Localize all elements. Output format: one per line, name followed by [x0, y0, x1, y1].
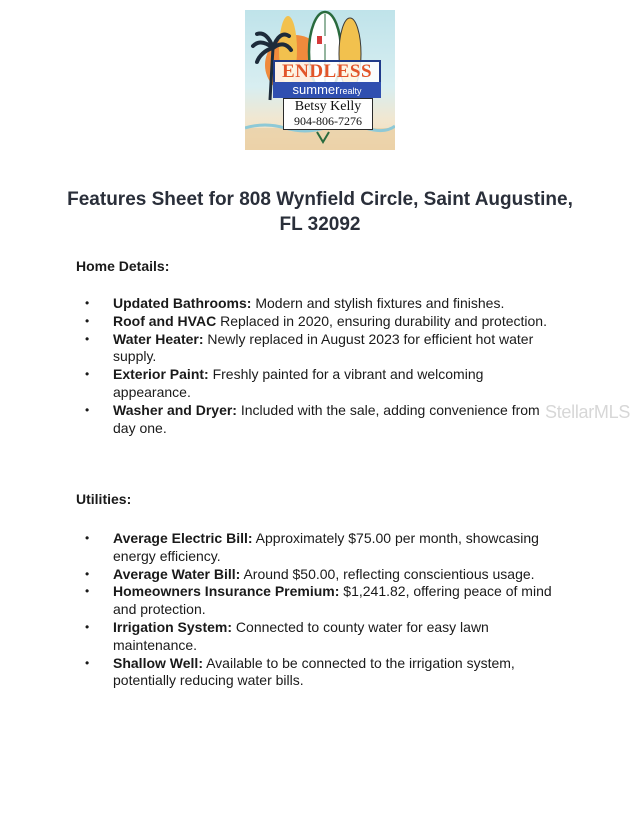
company-logo: [245, 10, 395, 150]
bullet-icon: •: [85, 402, 90, 417]
item-label: Updated Bathrooms:: [113, 295, 252, 311]
item-text: Approximately $75.00 per month, showcasing energy efficiency.: [113, 530, 539, 564]
page-title: Features Sheet for 808 Wynfield Circle, Saint Augustine, FL 32092: [67, 189, 573, 235]
item-label: Average Water Bill:: [113, 565, 241, 582]
list-item: [85, 619, 565, 655]
utilities-list: [85, 530, 565, 690]
item-label: Exterior Paint:: [113, 366, 209, 383]
item-text: Connected to county water for easy lawn maintenance.: [113, 618, 489, 653]
utilities-heading: Utilities:: [76, 491, 132, 507]
home-details-heading: Home Details:: [76, 258, 170, 274]
list-item: [85, 313, 565, 331]
item-label: Water Heater:: [113, 330, 204, 347]
bullet-icon: •: [85, 313, 90, 328]
list-item: [85, 655, 565, 691]
bullet-icon: •: [85, 331, 90, 346]
bullet-icon: •: [85, 367, 90, 382]
logo-brand-sub: summerrealty: [273, 82, 381, 98]
list-item: [85, 566, 565, 584]
item-text: Included with the sale, adding convenience from day one.: [113, 401, 540, 436]
bullet-icon: •: [85, 566, 90, 581]
list-item: [85, 366, 565, 402]
item-label: Roof and HVAC: [113, 312, 217, 329]
list-item: [85, 295, 565, 313]
item-label: Homeowners Insurance Premium:: [113, 583, 340, 600]
logo-agent-box: [283, 98, 373, 130]
list-item: [85, 402, 565, 438]
watermark: StellarMLS: [545, 402, 631, 422]
list-item: [85, 331, 565, 367]
item-label: Irrigation System:: [113, 618, 233, 635]
item-label: Washer and Dryer:: [113, 401, 237, 418]
item-label: Shallow Well:: [113, 654, 203, 671]
item-text: Newly replaced in August 2023 for efficient hot water supply.: [113, 330, 534, 365]
item-text: Replaced in 2020, ensuring durability and protection.: [216, 312, 547, 329]
item-text: Freshly painted for a vibrant and welcoming appearance.: [113, 366, 484, 400]
logo-brand-word: ENDLESS: [273, 60, 381, 84]
item-text: $1,241.82, offering peace of mind and protection.: [113, 583, 552, 618]
item-text: Modern and stylish fixtures and finishes.: [251, 295, 505, 311]
bullet-icon: •: [85, 531, 90, 545]
bullet-icon: •: [85, 584, 90, 599]
list-item: [85, 530, 565, 566]
bullet-icon: •: [85, 296, 90, 310]
item-text: Around $50.00, reflecting conscientious usage.: [240, 565, 535, 582]
item-text: Available to be connected to the irrigation system, potentially reducing water bills.: [113, 654, 515, 689]
agent-name: Betsy Kelly: [294, 99, 362, 114]
list-item: [85, 583, 565, 619]
bullet-icon: •: [85, 619, 90, 634]
bullet-icon: •: [85, 655, 90, 670]
agent-phone: 904-806-7276: [294, 114, 362, 128]
item-label: Average Electric Bill:: [113, 530, 253, 546]
home-details-list: [85, 295, 565, 437]
